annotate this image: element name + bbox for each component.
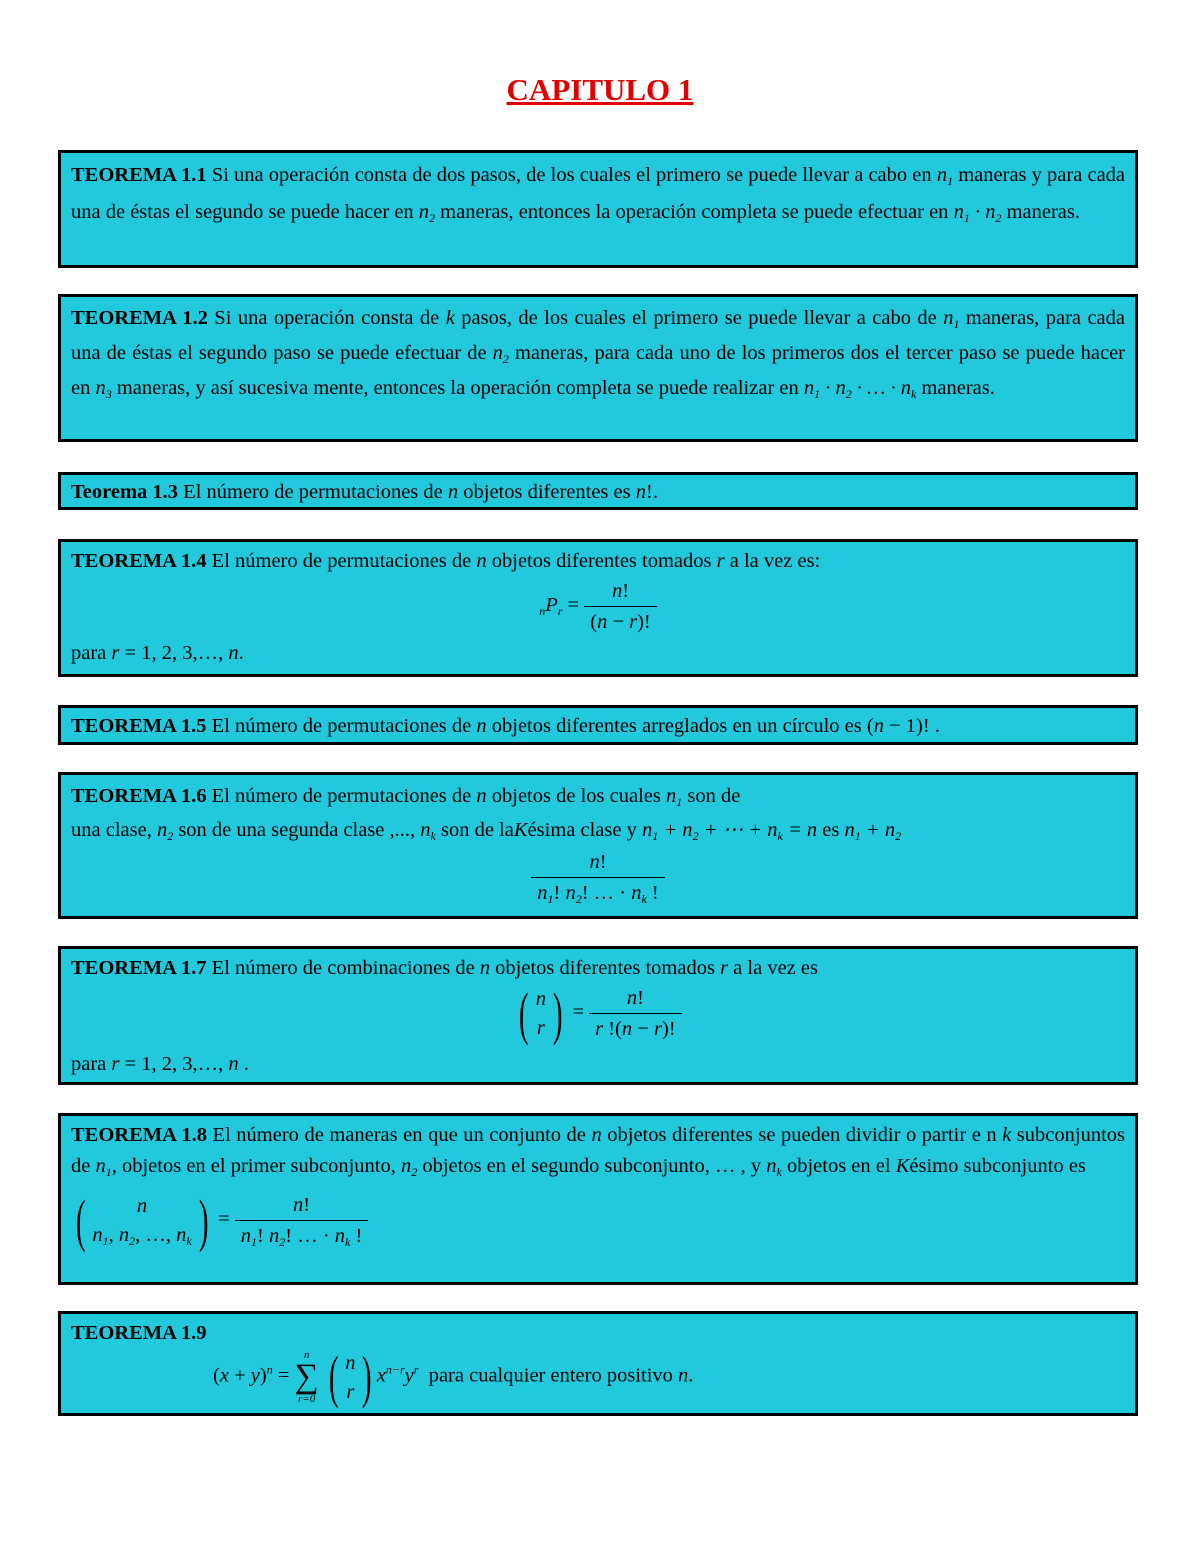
formula: $(x + y)^n$ = n ∑ r=0 ( n r ) $x^{n-r}y^r$ para cualquier entero positivo n. bbox=[213, 1344, 694, 1409]
theorem-text: son de la bbox=[440, 819, 514, 841]
math: $n_3$ bbox=[95, 377, 112, 401]
theorem-text: objetos diferentes arreglados en un círculo es bbox=[491, 715, 862, 737]
math: n bbox=[476, 550, 487, 572]
theorem-text: El número de permutaciones de bbox=[211, 785, 472, 807]
theorem-text: para bbox=[71, 1053, 107, 1075]
math: $n_2$ bbox=[156, 819, 174, 843]
theorem-text: Si una operación consta de dos pasos, de los cuales el primero se puede llevar a cabo en bbox=[211, 164, 932, 186]
theorem-1-7-box: TEOREMA 1.7 El número de combinaciones de n objetos diferentes tomados r a la vez es ( n r ) = $\frac{n!}{r !(n - r)!}$ para r = 1, 2, 3,…, n . bbox=[58, 946, 1138, 1085]
theorem-text: maneras, para cada una de éstas el segundo paso se puede efectuar de bbox=[71, 307, 1126, 364]
math: $n_1$ bbox=[95, 1155, 112, 1179]
math: $n_2$ bbox=[418, 201, 436, 225]
theorem-text: una clase, bbox=[71, 819, 152, 841]
math: $n_1$ bbox=[943, 307, 960, 331]
theorem-text: objetos en el segundo subconjunto, … , y bbox=[422, 1155, 762, 1177]
theorem-label: TEOREMA 1.1 bbox=[71, 164, 207, 186]
formula: $_nP_r$ = $\frac{n!}{(n - r)!}$ bbox=[71, 576, 1125, 638]
theorem-label: TEOREMA 1.7 bbox=[71, 957, 207, 979]
theorem-1-9-box bbox=[58, 1311, 1138, 1416]
theorem-label: TEOREMA 1.5 bbox=[71, 715, 207, 737]
theorem-1-2-box bbox=[58, 294, 1138, 442]
theorem-text: objetos diferentes es bbox=[463, 481, 631, 503]
theorem-label: TEOREMA 1.8 bbox=[71, 1124, 207, 1146]
theorem-1-6-box: TEOREMA 1.6 El número de permutaciones de n objetos de los cuales $n_1$ son de una clase, $n_2$ son de una segunda clase ,..., $n_k$ son de laKésima clase y $n_1 + n_2$ + ⋯ + $n_k = n$ es $n_1 + n_2$ $\frac{n!}{n_1! n_2! \dots \cdot n_k !}$ bbox=[58, 772, 1138, 919]
theorem-text: maneras. bbox=[921, 377, 995, 399]
math: $n_k$ bbox=[420, 819, 436, 843]
theorem-text: a la vez es bbox=[733, 957, 818, 979]
formula: ( n $n_1$, $n_2$, …, $n_k$ ) = $\frac{n!}{n_1! n_2! \dots \cdot n_k !}$ bbox=[71, 1190, 1125, 1251]
math: r bbox=[720, 957, 729, 979]
theorem-text: a la vez es: bbox=[729, 550, 821, 572]
theorem-label: Teorema 1.3 bbox=[71, 481, 179, 503]
theorem-text: ésimo subconjunto es bbox=[909, 1155, 1086, 1177]
theorem-text: objetos diferentes se pueden dividir o partir e n bbox=[607, 1124, 997, 1146]
theorem-text: objetos en el primer subconjunto, bbox=[121, 1155, 396, 1177]
math: $n_1$ bbox=[936, 164, 954, 188]
math: n bbox=[635, 481, 646, 503]
theorem-label: TEOREMA 1.2 bbox=[71, 307, 208, 329]
theorem-text: objetos de los cuales bbox=[491, 785, 661, 807]
theorem-text: son de bbox=[687, 785, 741, 807]
theorem-1-8-box: TEOREMA 1.8 El número de maneras en que un conjunto de n objetos diferentes se pueden dividir o partir e n k subconjuntos de $n_1$, objetos en el primer subconjunto, $n_2$ objetos en el segundo subconjunto, … , y $n_k$ objetos en el Késimo subconjunto es ( n $n_1$, $n_2$, …, $n_k$ ) = $\frac{n!}{n_1! n_2! \dots \cdot n_k !}$ bbox=[58, 1113, 1138, 1285]
math: $n_1 + n_2$ bbox=[844, 819, 902, 843]
theorem-1-5-box: TEOREMA 1.5 El número de permutaciones de n objetos diferentes arreglados en un círculo es (n − 1)! . bbox=[58, 705, 1138, 745]
theorem-text: es bbox=[822, 819, 840, 841]
math: k bbox=[1002, 1124, 1012, 1146]
theorem-text: El número de permutaciones de bbox=[211, 715, 472, 737]
math: r bbox=[111, 642, 120, 664]
theorem-text: maneras. bbox=[1006, 201, 1080, 223]
formula: ( n r ) = $\frac{n!}{r !(n - r)!}$ bbox=[71, 983, 1125, 1049]
math: r bbox=[716, 550, 725, 572]
theorem-label: TEOREMA 1.4 bbox=[71, 550, 207, 572]
theorem-text: subconjuntos de bbox=[71, 1124, 1125, 1177]
theorem-1-1-box bbox=[58, 150, 1138, 268]
page-title: CAPITULO 1 bbox=[506, 72, 694, 107]
math: $n_1$ bbox=[665, 785, 683, 809]
theorem-text: para cualquier entero positivo bbox=[428, 1364, 673, 1387]
theorem-text: maneras, entonces la operación completa se puede efectuar en bbox=[440, 201, 949, 223]
theorem-text: pasos, de los cuales el primero se puede llevar a cabo de bbox=[461, 307, 937, 329]
theorem-text: El número de combinaciones de bbox=[211, 957, 475, 979]
math: $n_2$ bbox=[492, 342, 509, 366]
math: $n_1 \cdot n_2$ · … · $n_k$ bbox=[803, 377, 917, 401]
math: r bbox=[111, 1053, 120, 1075]
math: n bbox=[476, 715, 487, 737]
theorem-text: maneras y para cada una de éstas el segundo se puede hacer en bbox=[71, 164, 1126, 223]
theorem-1-3-box: Teorema 1.3 El número de permutaciones de n objetos diferentes es n!. bbox=[58, 472, 1138, 510]
theorem-text: ésima clase y bbox=[527, 819, 637, 841]
math: n bbox=[447, 481, 459, 503]
math: n bbox=[476, 785, 487, 807]
math: $n_2$ bbox=[400, 1155, 418, 1179]
math: $n_1 \cdot n_2$ bbox=[953, 201, 1002, 225]
theorem-text: objetos en el bbox=[786, 1155, 891, 1177]
math: $n_1 + n_2$ + ⋯ + $n_k = n$ bbox=[641, 819, 818, 843]
theorem-text: maneras, y así sucesiva mente, entonces la operación completa se puede realizar en bbox=[116, 377, 799, 399]
theorem-label: TEOREMA 1.6 bbox=[71, 785, 207, 807]
theorem-text: El número de maneras en que un conjunto de bbox=[212, 1124, 586, 1146]
theorem-text: El número de permutaciones de bbox=[183, 481, 443, 503]
theorem-text: objetos diferentes tomados bbox=[491, 550, 712, 572]
theorem-text: Si una operación consta de bbox=[214, 307, 440, 329]
theorem-text: objetos diferentes tomados bbox=[495, 957, 715, 979]
math: n bbox=[479, 957, 491, 979]
theorem-text: para bbox=[71, 642, 107, 664]
math: k bbox=[445, 307, 455, 329]
theorem-1-4-box: TEOREMA 1.4 El número de permutaciones de n objetos diferentes tomados r a la vez es: $_nP_r$ = $\frac{n!}{(n - r)!}$ para r = 1, 2, 3,…, n. bbox=[58, 539, 1138, 677]
theorem-text: El número de permutaciones de bbox=[211, 550, 472, 572]
theorem-label: TEOREMA 1.9 bbox=[71, 1322, 207, 1344]
theorem-text: maneras, para cada uno de los primeros dos el tercer paso se puede hacer en bbox=[71, 342, 1125, 399]
math: $n_k$ bbox=[766, 1155, 782, 1179]
formula: $\frac{n!}{n_1! n_2! \dots \cdot n_k !}$ bbox=[71, 847, 1125, 908]
math: n bbox=[591, 1124, 602, 1146]
theorem-text: son de una segunda clase ,..., bbox=[178, 819, 416, 841]
